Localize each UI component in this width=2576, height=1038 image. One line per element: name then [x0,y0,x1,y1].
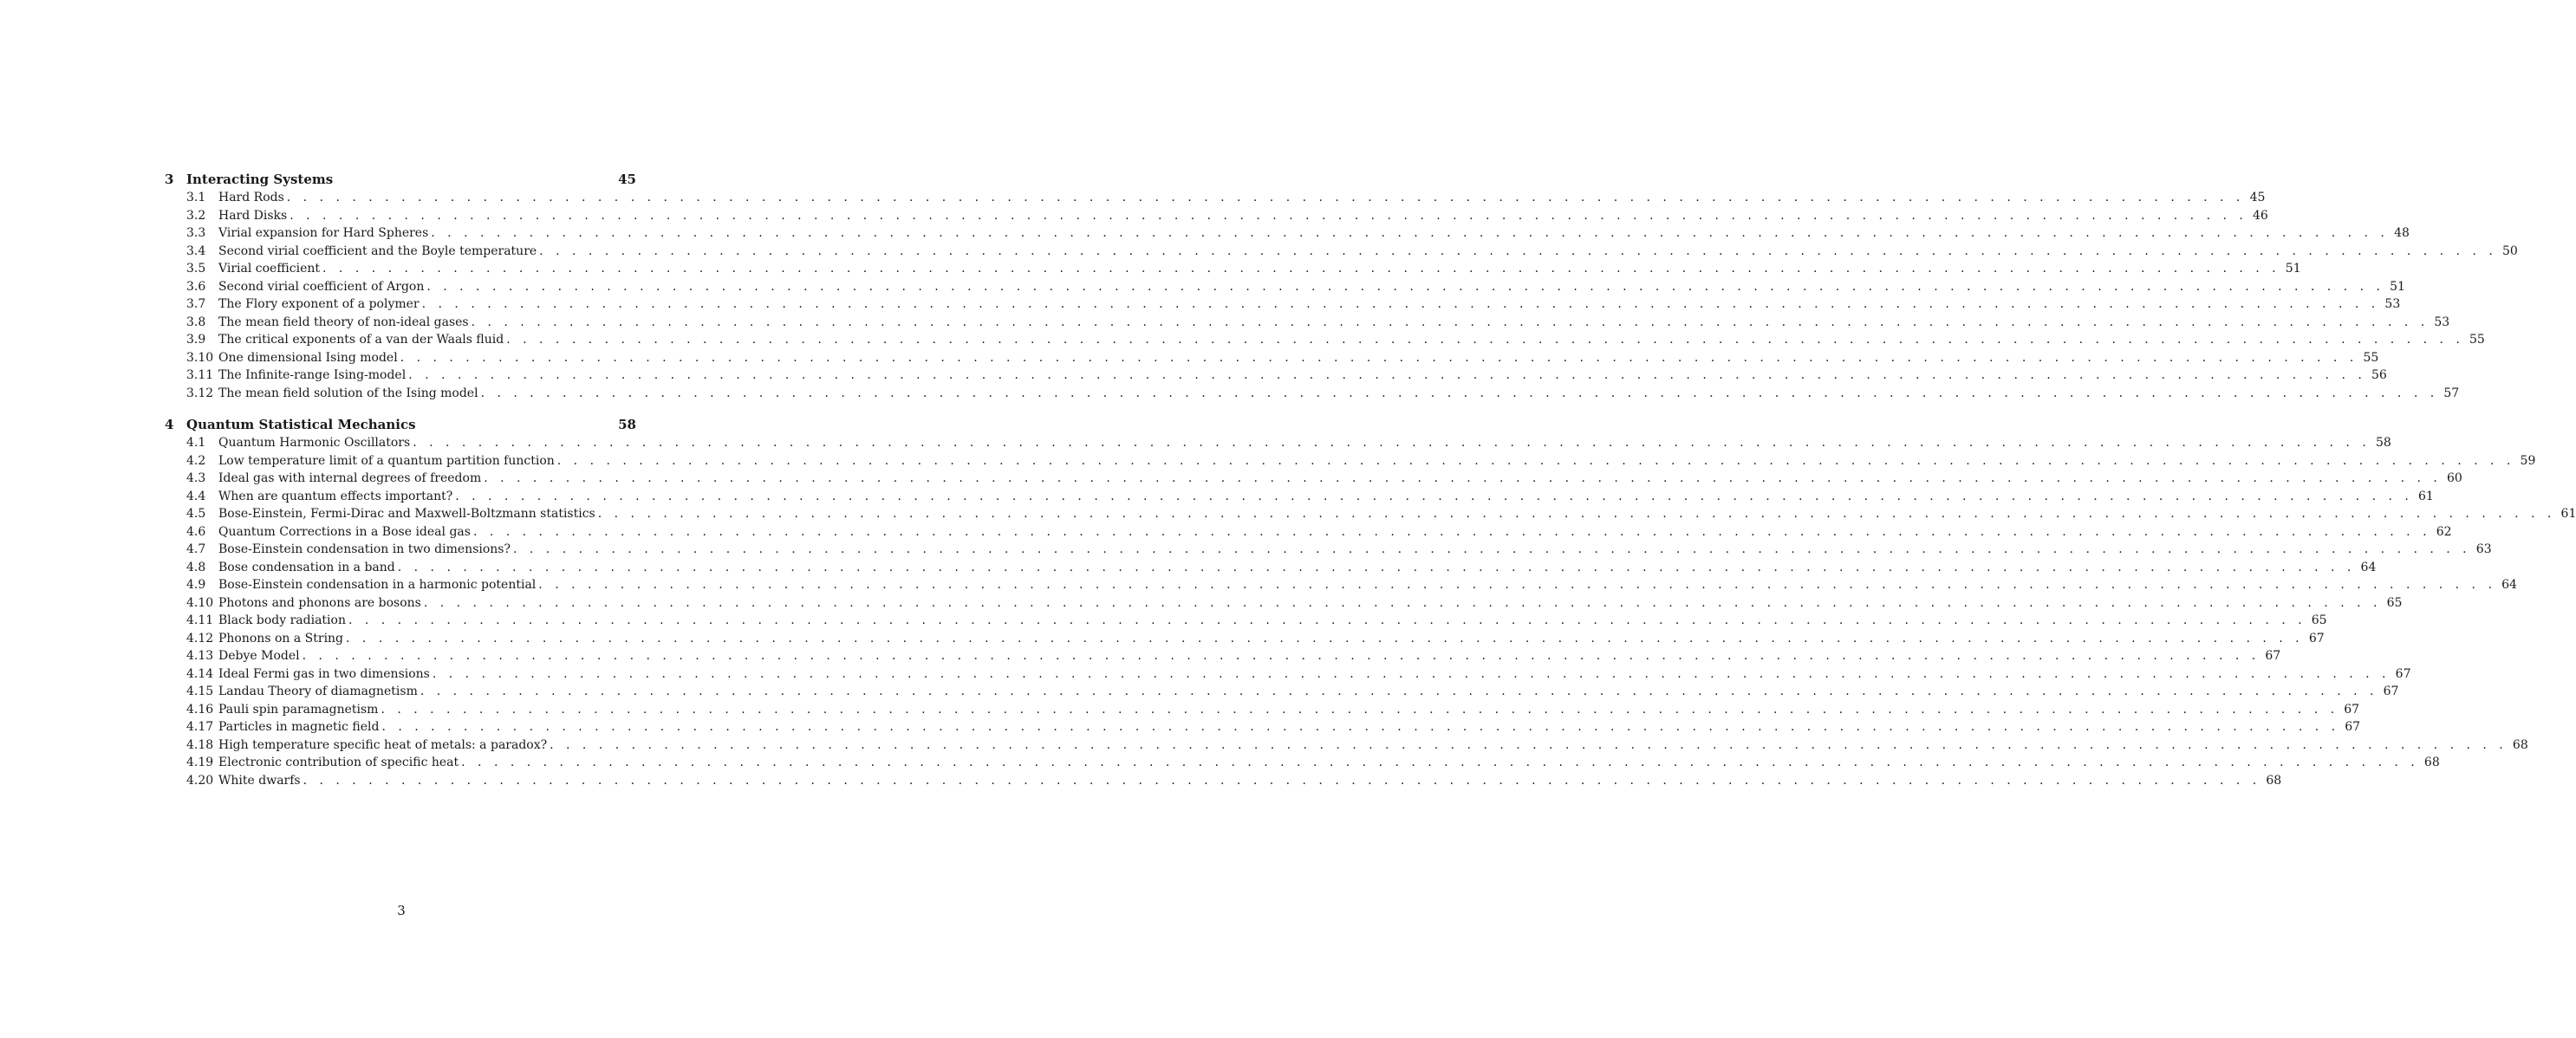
dot-leader: . . . . . . . . . . . . . . . . . . . . . . . . . . . . . . . . . . . . . . . . . . . . . . . . . . . . . . . . . . . . . . . . . . . . . . . . . . . . . . . . . . . . . . . . . . . . . . . . . . . . . . . . . . . . . . . . . . . . . . . . [484,471,2442,485]
dot-leader: . . . . . . . . . . . . . . . . . . . . . . . . . . . . . . . . . . . . . . . . . . . . . . . . . . . . . . . . . . . . . . . . . . . . . . . . . . . . . . . . . . . . . . . . . . . . . . . . . . . . . . . . . . . . . . . . . . . . . . . . [597,507,2556,521]
section-title: Bose-Einstein condensation in a harmonic potential [218,578,537,592]
dot-leader: . . . . . . . . . . . . . . . . . . . . . . . . . . . . . . . . . . . . . . . . . . . . . . . . . . . . . . . . . . . . . . . . . . . . . . . . . . . . . . . . . . . . . . . . . . . . . . . . . . . . . . . . . . . . . . . . . . . . . . . . [432,666,2391,681]
section-number: 3.12 [186,386,214,400]
section-number: 4.4 [186,489,206,503]
section-page-number: 61 [2560,507,2576,521]
section-number: 3.2 [186,208,206,223]
section-page-number: 64 [2501,578,2517,592]
dot-leader: . . . . . . . . . . . . . . . . . . . . . . . . . . . . . . . . . . . . . . . . . . . . . . . . . . . . . . . . . . . . . . . . . . . . . . . . . . . . . . . . . . . . . . . . . . . . . . . . . . . . . . . . . . . . . . . . . . . . . . . . [408,368,2366,382]
toc-entry[interactable] [165,754,2440,772]
dot-leader: . . . . . . . . . . . . . . . . . . . . . . . . . . . . . . . . . . . . . . . . . . . . . . . . . . . . . . . . . . . . . . . . . . . . . . . . . . . . . . . . . . . . . . . . . . . . . . . . . . . . . . . . . . . . . . . . . . . . . . . . [556,453,2515,468]
section-page-number: 59 [2520,453,2536,468]
dot-leader: . . . . . . . . . . . . . . . . . . . . . . . . . . . . . . . . . . . . . . . . . . . . . . . . . . . . . . . . . . . . . . . . . . . . . . . . . . . . . . . . . . . . . . . . . . . . . . . . . . . . . . . . . . . . . . . . . . . . . . . . [538,578,2496,592]
section-page-number: 65 [2311,613,2327,627]
toc-entry[interactable] [165,594,2403,613]
section-list [165,189,2518,402]
dot-leader: . . . . . . . . . . . . . . . . . . . . . . . . . . . . . . . . . . . . . . . . . . . . . . . . . . . . . . . . . . . . . . . . . . . . . . . . . . . . . . . . . . . . . . . . . . . . . . . . . . . . . . . . . . . . . . . . . . . . . . . . [400,350,2358,365]
section-list [165,434,2576,789]
section-title: Phonons on a String [218,631,344,646]
section-title: Bose-Einstein, Fermi-Dirac and Maxwell-Boltzmann statistics [218,507,595,521]
section-number: 3.9 [186,333,206,347]
section-number: 4.13 [186,649,214,663]
dot-leader: . . . . . . . . . . . . . . . . . . . . . . . . . . . . . . . . . . . . . . . . . . . . . . . . . . . . . . . . . . . . . . . . . . . . . . . . . . . . . . . . . . . . . . . . . . . . . . . . . . . . . . . . . . . . . . . . . . . . . . . . [413,436,2371,450]
chapter-page-number: 45 [618,172,636,187]
section-number: 4.15 [186,684,214,698]
dot-leader: . . . . . . . . . . . . . . . . . . . . . . . . . . . . . . . . . . . . . . . . . . . . . . . . . . . . . . . . . . . . . . . . . . . . . . . . . . . . . . . . . . . . . . . . . . . . . . . . . . . . . . . . . . . . . . . . . . . . . . . . [426,279,2384,294]
section-title: Hard Rods [218,191,284,204]
dot-leader: . . . . . . . . . . . . . . . . . . . . . . . . . . . . . . . . . . . . . . . . . . . . . . . . . . . . . . . . . . . . . . . . . . . . . . . . . . . . . . . . . . . . . . . . . . . . . . . . . . . . . . . . . . . . . . . . . . . . . . . . [423,595,2382,610]
section-page-number: 45 [2249,191,2266,204]
section-number: 4.6 [186,524,206,539]
section-page-number: 67 [2395,666,2411,681]
chapter-heading[interactable] [165,171,636,189]
toc-entry[interactable] [165,718,2361,736]
section-page-number: 67 [2308,631,2325,646]
section-number: 4.12 [186,631,214,646]
section-title: The Infinite-range Ising-model [218,368,407,382]
section-number: 3.4 [186,243,206,258]
section-number: 4.14 [186,666,214,681]
section-page-number: 51 [2390,279,2405,294]
section-title: Bose condensation in a band [218,560,395,574]
section-title: Photons and phonons are bosons [218,595,421,610]
section-page-number: 51 [2285,262,2301,276]
section-number: 4.3 [186,471,206,485]
section-number: 4.11 [186,613,214,627]
section-page-number: 67 [2383,684,2399,698]
dot-leader: . . . . . . . . . . . . . . . . . . . . . . . . . . . . . . . . . . . . . . . . . . . . . . . . . . . . . . . . . . . . . . . . . . . . . . . . . . . . . . . . . . . . . . . . . . . . . . . . . . . . . . . . . . . . . . . . . . . . . . . . [346,631,2304,646]
section-number: 4.2 [186,453,206,468]
section-title: Black body radiation [218,613,346,627]
section-number: 3.11 [186,368,214,382]
toc-entry[interactable] [165,189,2266,207]
section-number: 4.20 [186,773,214,788]
section-page-number: 53 [2384,297,2401,311]
section-page-number: 58 [2375,436,2391,450]
section-page-number: 65 [2386,595,2403,610]
dot-leader: . . . . . . . . . . . . . . . . . . . . . . . . . . . . . . . . . . . . . . . . . . . . . . . . . . . . . . . . . . . . . . . . . . . . . . . . . . . . . . . . . . . . . . . . . . . . . . . . . . . . . . . . . . . . . . . . . . . . . . . . [461,756,2419,769]
section-page-number: 48 [2394,226,2410,240]
section-page-number: 57 [2443,386,2460,400]
toc-entry[interactable] [165,701,2360,719]
section-page-number: 60 [2447,471,2462,485]
section-title: One dimensional Ising model [218,350,398,365]
toc-entry[interactable] [165,772,2282,790]
section-title: Ideal gas with internal degrees of freedom [218,471,482,485]
chapter-number: 4 [165,417,174,432]
dot-leader: . . . . . . . . . . . . . . . . . . . . . . . . . . . . . . . . . . . . . . . . . . . . . . . . . . . . . . . . . . . . . . . . . . . . . . . . . . . . . . . . . . . . . . . . . . . . . . . . . . . . . . . . . . . . . . . . . . . . . . . . [381,720,2340,734]
toc-entry[interactable] [165,541,2492,559]
section-page-number: 61 [2418,489,2434,503]
toc-entry[interactable] [165,523,2452,542]
toc-entry[interactable] [165,452,2536,470]
section-title: Quantum Harmonic Oscillators [218,436,411,450]
toc-entry[interactable] [165,683,2399,701]
section-title: The critical exponents of a van der Waals fluid [218,333,504,347]
toc-entry[interactable] [165,630,2325,648]
section-title: Debye Model [218,649,300,663]
dot-leader: . . . . . . . . . . . . . . . . . . . . . . . . . . . . . . . . . . . . . . . . . . . . . . . . . . . . . . . . . . . . . . . . . . . . . . . . . . . . . . . . . . . . . . . . . . . . . . . . . . . . . . . . . . . . . . . . . . . . . . . . [289,208,2247,223]
dot-leader: . . . . . . . . . . . . . . . . . . . . . . . . . . . . . . . . . . . . . . . . . . . . . . . . . . . . . . . . . . . . . . . . . . . . . . . . . . . . . . . . . . . . . . . . . . . . . . . . . . . . . . . . . . . . . . . . . . . . . . . . [455,489,2413,503]
section-number: 3.3 [186,226,206,240]
dot-leader: . . . . . . . . . . . . . . . . . . . . . . . . . . . . . . . . . . . . . . . . . . . . . . . . . . . . . . . . . . . . . . . . . . . . . . . . . . . . . . . . . . . . . . . . . . . . . . . . . . . . . . . . . . . . . . . . . . . . . . . . [397,560,2356,574]
toc-entry[interactable] [165,576,2517,594]
section-number: 4.19 [186,756,214,769]
section-number: 3.1 [186,191,206,204]
section-page-number: 67 [2344,702,2360,717]
section-number: 3.5 [186,262,206,276]
dot-leader: . . . . . . . . . . . . . . . . . . . . . . . . . . . . . . . . . . . . . . . . . . . . . . . . . . . . . . . . . . . . . . . . . . . . . . . . . . . . . . . . . . . . . . . . . . . . . . . . . . . . . . . . . . . . . . . . . . . . . . . . [286,191,2245,204]
section-title: White dwarfs [218,773,301,788]
section-page-number: 68 [2423,756,2440,769]
section-title: The mean field solution of the Ising model [218,386,478,400]
section-number: 4.17 [186,720,214,734]
dot-leader: . . . . . . . . . . . . . . . . . . . . . . . . . . . . . . . . . . . . . . . . . . . . . . . . . . . . . . . . . . . . . . . . . . . . . . . . . . . . . . . . . . . . . . . . . . . . . . . . . . . . . . . . . . . . . . . . . . . . . . . . [302,773,2261,788]
section-number: 3.10 [186,350,214,365]
section-page-number: 67 [2265,649,2281,663]
dot-leader: . . . . . . . . . . . . . . . . . . . . . . . . . . . . . . . . . . . . . . . . . . . . . . . . . . . . . . . . . . . . . . . . . . . . . . . . . . . . . . . . . . . . . . . . . . . . . . . . . . . . . . . . . . . . . . . . . . . . . . . . [472,524,2431,539]
section-page-number: 50 [2501,243,2518,258]
chapter-heading[interactable] [165,416,636,434]
section-title: Virial coefficient [218,262,321,276]
toc-entry[interactable] [165,647,2281,665]
section-title: Particles in magnetic field [218,720,380,734]
toc-entry[interactable] [165,612,2327,630]
section-number: 4.8 [186,560,206,574]
section-page-number: 53 [2434,315,2450,329]
chapter-page-number: 58 [618,417,636,432]
table-of-contents [165,171,2576,789]
section-page-number: 55 [2363,350,2379,365]
section-title: Ideal Fermi gas in two dimensions [218,666,430,681]
section-page-number: 56 [2371,368,2387,382]
chapter-number: 3 [165,172,174,187]
section-title: Bose-Einstein condensation in two dimensions? [218,542,511,556]
section-title: Pauli spin paramagnetism [218,702,379,717]
section-title: Electronic contribution of specific heat [218,756,459,769]
section-number: 4.9 [186,578,206,592]
chapter-section [165,416,2576,789]
toc-entry[interactable] [165,434,2391,452]
dot-leader: . . . . . . . . . . . . . . . . . . . . . . . . . . . . . . . . . . . . . . . . . . . . . . . . . . . . . . . . . . . . . . . . . . . . . . . . . . . . . . . . . . . . . . . . . . . . . . . . . . . . . . . . . . . . . . . . . . . . . . . . [302,649,2261,663]
section-number: 3.7 [186,297,206,311]
dot-leader: . . . . . . . . . . . . . . . . . . . . . . . . . . . . . . . . . . . . . . . . . . . . . . . . . . . . . . . . . . . . . . . . . . . . . . . . . . . . . . . . . . . . . . . . . . . . . . . . . . . . . . . . . . . . . . . . . . . . . . . . [348,613,2306,627]
section-title: Hard Disks [218,208,288,223]
section-page-number: 55 [2469,333,2485,347]
dot-leader: . . . . . . . . . . . . . . . . . . . . . . . . . . . . . . . . . . . . . . . . . . . . . . . . . . . . . . . . . . . . . . . . . . . . . . . . . . . . . . . . . . . . . . . . . . . . . . . . . . . . . . . . . . . . . . . . . . . . . . . . [381,702,2339,717]
dot-leader: . . . . . . . . . . . . . . . . . . . . . . . . . . . . . . . . . . . . . . . . . . . . . . . . . . . . . . . . . . . . . . . . . . . . . . . . . . . . . . . . . . . . . . . . . . . . . . . . . . . . . . . . . . . . . . . . . . . . . . . . [513,542,2471,556]
section-page-number: 67 [2345,720,2361,734]
toc-entry[interactable] [165,243,2518,261]
section-title: High temperature specific heat of metals: a paradox? [218,737,548,752]
toc-entry[interactable] [165,505,2576,523]
section-page-number: 63 [2475,542,2492,556]
toc-entry[interactable] [165,665,2411,684]
section-title: Landau Theory of diamagnetism [218,684,418,698]
toc-entry[interactable] [165,295,2401,314]
section-page-number: 62 [2436,524,2452,539]
section-title: Second virial coefficient of Argon [218,279,425,294]
toc-entry[interactable] [165,367,2387,385]
toc-entry[interactable] [165,331,2485,349]
section-number: 4.18 [186,737,214,752]
section-number: 4.7 [186,542,206,556]
section-title: The mean field theory of non-ideal gases [218,315,469,329]
toc-entry[interactable] [165,559,2377,577]
toc-entry[interactable] [165,736,2528,755]
section-number: 3.6 [186,279,206,294]
section-title: Second virial coefficient and the Boyle temperature [218,243,537,258]
section-page-number: 68 [2512,737,2528,752]
toc-entry[interactable] [165,278,2405,296]
page-number: 3 [397,903,406,918]
chapter-title: Interacting Systems [186,172,334,187]
toc-entry[interactable] [165,349,2379,367]
section-title: Virial expansion for Hard Spheres [218,226,429,240]
dot-leader: . . . . . . . . . . . . . . . . . . . . . . . . . . . . . . . . . . . . . . . . . . . . . . . . . . . . . . . . . . . . . . . . . . . . . . . . . . . . . . . . . . . . . . . . . . . . . . . . . . . . . . . . . . . . . . . . . . . . . . . . [471,315,2430,329]
chapter-title: Quantum Statistical Mechanics [186,417,416,432]
toc-entry[interactable] [165,224,2410,243]
toc-entry[interactable] [165,207,2268,225]
toc-entry[interactable] [165,260,2301,278]
section-page-number: 68 [2266,773,2282,788]
toc-entry[interactable] [165,314,2450,332]
section-number: 4.1 [186,436,206,450]
dot-leader: . . . . . . . . . . . . . . . . . . . . . . . . . . . . . . . . . . . . . . . . . . . . . . . . . . . . . . . . . . . . . . . . . . . . . . . . . . . . . . . . . . . . . . . . . . . . . . . . . . . . . . . . . . . . . . . . . . . . . . . . [480,386,2439,400]
dot-leader: . . . . . . . . . . . . . . . . . . . . . . . . . . . . . . . . . . . . . . . . . . . . . . . . . . . . . . . . . . . . . . . . . . . . . . . . . . . . . . . . . . . . . . . . . . . . . . . . . . . . . . . . . . . . . . . . . . . . . . . . [322,262,2280,276]
dot-leader: . . . . . . . . . . . . . . . . . . . . . . . . . . . . . . . . . . . . . . . . . . . . . . . . . . . . . . . . . . . . . . . . . . . . . . . . . . . . . . . . . . . . . . . . . . . . . . . . . . . . . . . . . . . . . . . . . . . . . . . . [431,226,2389,240]
section-number: 3.8 [186,315,206,329]
dot-leader: . . . . . . . . . . . . . . . . . . . . . . . . . . . . . . . . . . . . . . . . . . . . . . . . . . . . . . . . . . . . . . . . . . . . . . . . . . . . . . . . . . . . . . . . . . . . . . . . . . . . . . . . . . . . . . . . . . . . . . . . [420,684,2378,698]
toc-entry[interactable] [165,488,2434,506]
dot-leader: . . . . . . . . . . . . . . . . . . . . . . . . . . . . . . . . . . . . . . . . . . . . . . . . . . . . . . . . . . . . . . . . . . . . . . . . . . . . . . . . . . . . . . . . . . . . . . . . . . . . . . . . . . . . . . . . . . . . . . . . [539,243,2497,258]
dot-leader: . . . . . . . . . . . . . . . . . . . . . . . . . . . . . . . . . . . . . . . . . . . . . . . . . . . . . . . . . . . . . . . . . . . . . . . . . . . . . . . . . . . . . . . . . . . . . . . . . . . . . . . . . . . . . . . . . . . . . . . . [506,333,2464,347]
section-title: Quantum Corrections in a Bose ideal gas [218,524,471,539]
section-title: When are quantum effects important? [218,489,453,503]
section-page-number: 46 [2253,208,2268,223]
section-title: Low temperature limit of a quantum partition function [218,453,555,468]
section-number: 4.16 [186,702,214,717]
dot-leader: . . . . . . . . . . . . . . . . . . . . . . . . . . . . . . . . . . . . . . . . . . . . . . . . . . . . . . . . . . . . . . . . . . . . . . . . . . . . . . . . . . . . . . . . . . . . . . . . . . . . . . . . . . . . . . . . . . . . . . . . [550,737,2508,752]
section-number: 4.10 [186,595,214,610]
section-number: 4.5 [186,507,206,521]
toc-entry[interactable] [165,470,2462,488]
chapter-section [165,171,2518,402]
dot-leader: . . . . . . . . . . . . . . . . . . . . . . . . . . . . . . . . . . . . . . . . . . . . . . . . . . . . . . . . . . . . . . . . . . . . . . . . . . . . . . . . . . . . . . . . . . . . . . . . . . . . . . . . . . . . . . . . . . . . . . . . [421,297,2380,311]
section-title: The Flory exponent of a polymer [218,297,420,311]
section-page-number: 64 [2360,560,2377,574]
toc-entry[interactable] [165,385,2460,403]
